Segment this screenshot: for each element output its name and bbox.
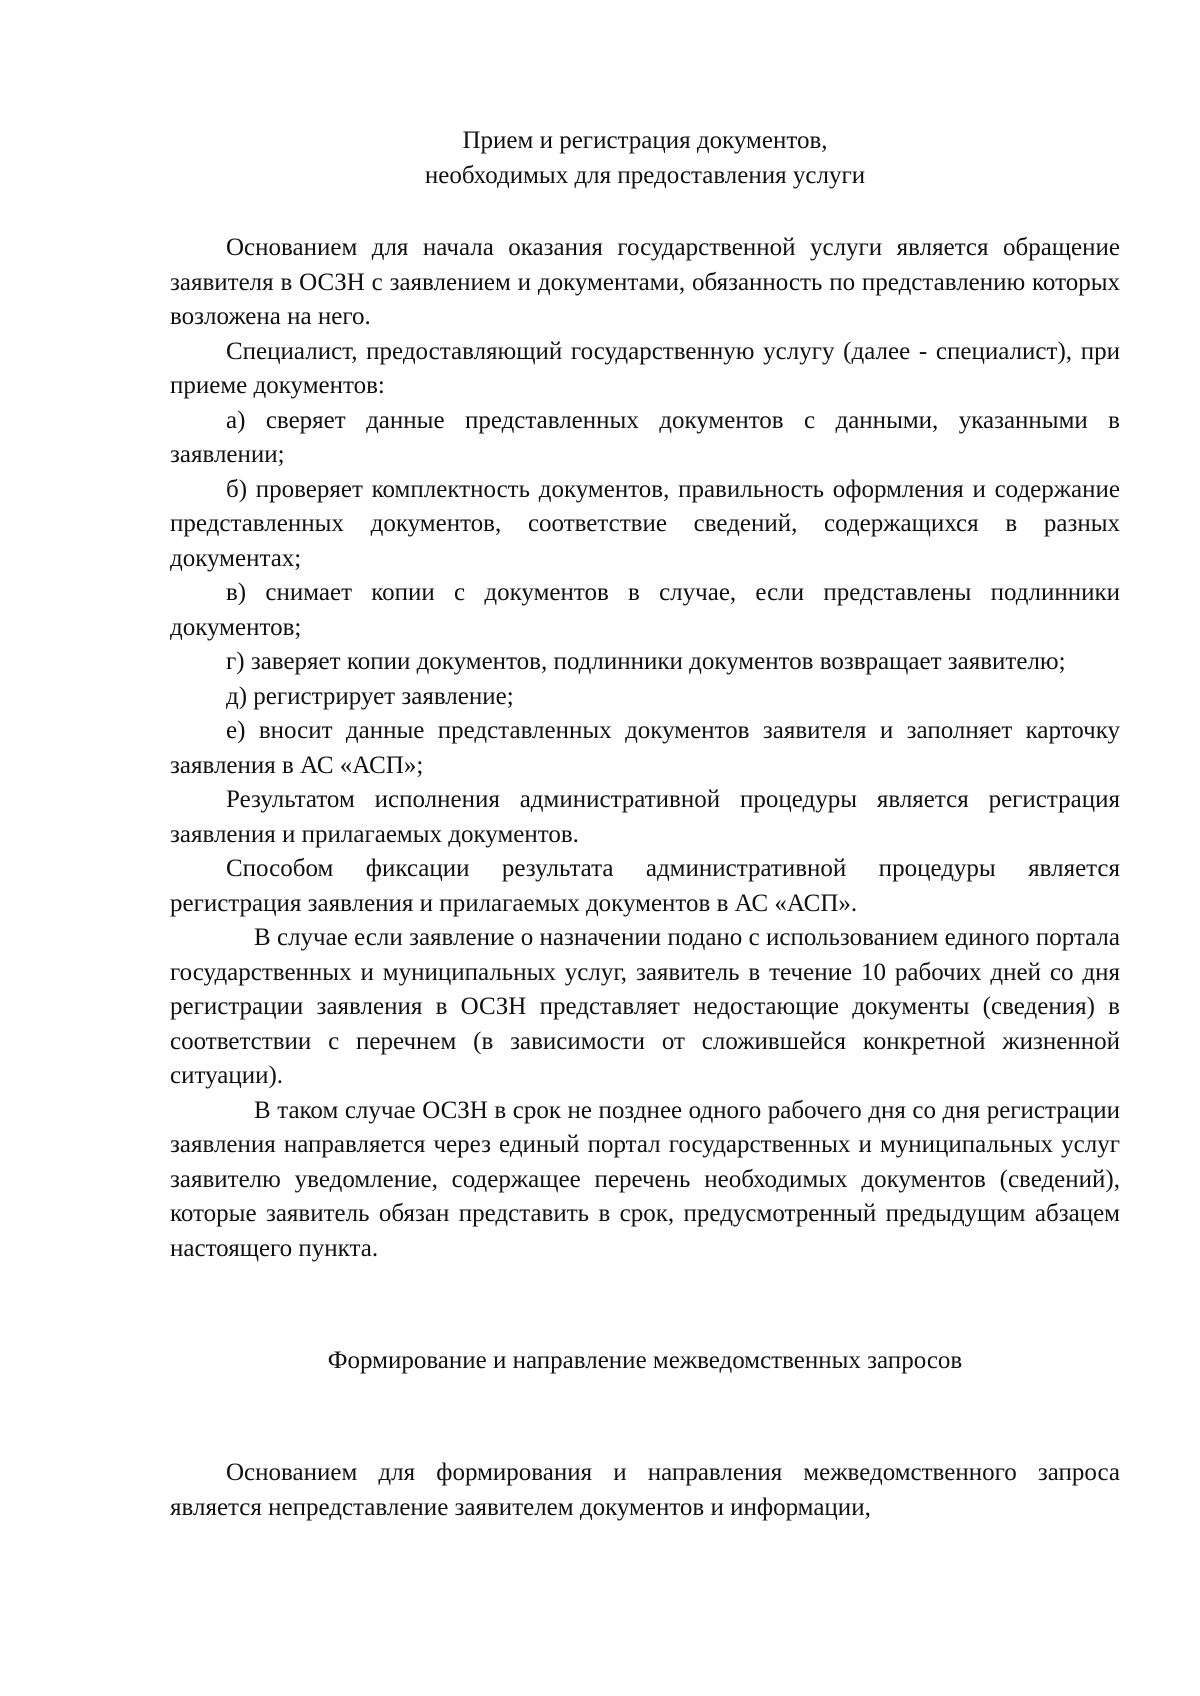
section-title-interagency-requests: Формирование и направление межведомственных запросов	[327, 1347, 963, 1374]
section-body-reception	[170, 231, 1120, 1266]
paragraph-portal-case: В случае если заявление о назначении подано с использованием единого портала государственных и муниципальных услуг, заявитель в течение 10 рабочих дней со дня регистрации заявления в ОСЗН представляет недостающие документы (сведения) в соответствии с перечнем (в зависимости от сложившейся конкретной жизненной ситуации).	[170, 924, 1120, 1089]
paragraph-notification: В таком случае ОСЗН в срок не позднее одного рабочего дня со дня регистрации заявления направляется через единый портал государственных и муниципальных услуг заявителю уведомление, содержащее перечень необходимых документов (сведений), которые заявитель обязан представить в срок, предусмотренный предыдущим абзацем настоящего пункта.	[170, 1096, 1120, 1262]
paragraph-item-d: д) регистрирует заявление;	[226, 682, 514, 710]
paragraph-item-a: а) сверяет данные представленных документов с данными, указанными в заявлении;	[170, 406, 1120, 468]
section-title-reception	[170, 124, 1120, 193]
paragraph-interagency-basis: Основанием для формирования и направления межведомственного запроса является непредставление заявителем документов и информации,	[170, 1459, 1120, 1521]
paragraph-item-v: в) снимает копии с документов в случае, если представлены подлинники документов;	[170, 579, 1120, 641]
section-title-line-1: Прием и регистрация документов,	[462, 127, 828, 154]
paragraph-fixation: Способом фиксации результата административной процедуры является регистрация заявления и прилагаемых документов в АС «АСП».	[170, 855, 1120, 917]
paragraph-specialist: Специалист, предоставляющий государственную услугу (далее - специалист), при приеме документов:	[170, 337, 1120, 399]
paragraph-item-e: е) вносит данные представленных документов заявителя и заполняет карточку заявления в АС «АСП»;	[170, 717, 1120, 779]
paragraph-item-b: б) проверяет комплектность документов, правильность оформления и содержание представленных документов, соответствие сведений, содержащихся в разных документах;	[170, 475, 1120, 572]
paragraph-result: Результатом исполнения административной процедуры является регистрация заявления и прилагаемых документов.	[170, 786, 1120, 848]
section-body-interagency	[170, 1456, 1120, 1525]
section-title-line-2: необходимых для предоставления услуги	[424, 161, 866, 189]
paragraph-item-g: г) заверяет копии документов, подлинники документов возвращает заявителю;	[226, 648, 1066, 675]
paragraph-basis: Основанием для начала оказания государственной услуги является обращение заявителя в ОСЗН с заявлением и документами, обязанность по представлению которых возложена на него.	[170, 234, 1120, 330]
